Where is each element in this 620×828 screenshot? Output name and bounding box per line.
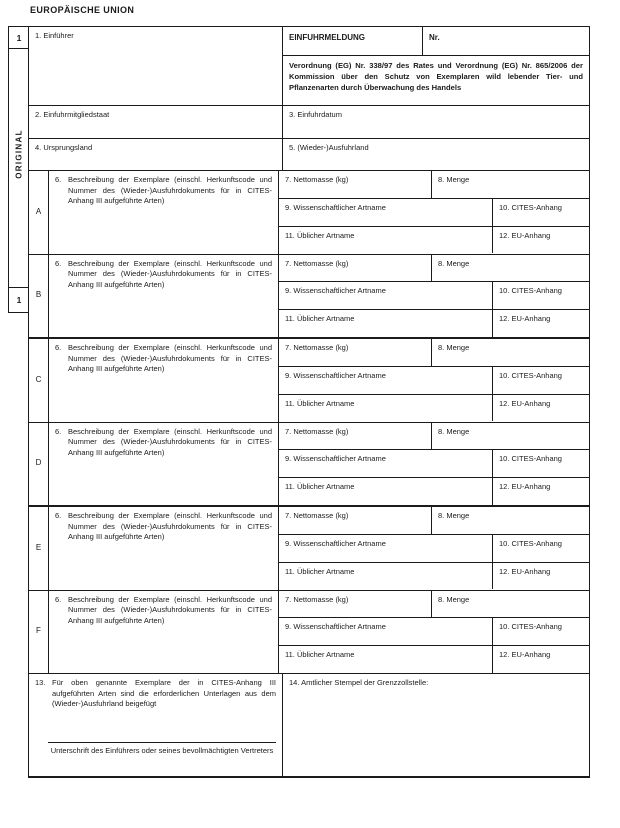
row-origin-export-country — [29, 139, 589, 171]
row-mass-quantity — [279, 339, 589, 367]
section-letter: F — [29, 591, 49, 674]
specimen-section — [29, 423, 589, 508]
row-scientific-name — [279, 367, 589, 395]
row-mass-quantity — [279, 591, 589, 619]
field-import-member-state: 2. Einfuhrmitgliedstaat — [29, 106, 283, 138]
field-net-mass: 7. Nettomasse (kg) — [279, 171, 432, 198]
field-net-mass: 7. Nettomasse (kg) — [279, 423, 432, 450]
section-detail-grid — [279, 591, 589, 674]
field6-number: 6. — [55, 426, 62, 436]
field-eu-annex: 12. EU-Anhang — [499, 398, 551, 408]
field-common-name: 11. Üblicher Artname — [279, 646, 493, 673]
field-quantity: 8. Menge — [438, 594, 470, 604]
row-mass-quantity — [279, 507, 589, 535]
field-scientific-name: 9. Wissenschaftlicher Artname — [279, 199, 493, 226]
row-mass-quantity — [279, 255, 589, 283]
field-scientific-name: 9. Wissenschaftlicher Artname — [279, 535, 493, 562]
section-letter: C — [29, 339, 49, 422]
field-customs-stamp: 14. Amtlicher Stempel der Grenzzollstelle: — [289, 678, 429, 687]
field-cites-appendix: 10. CITES-Anhang — [499, 370, 562, 380]
signature-caption: Unterschrift des Einführers oder seines bevollmächtigten Vertreters — [50, 746, 274, 755]
field6-number: 6. — [55, 258, 62, 268]
specimen-section — [29, 591, 589, 675]
field-eu-annex: 12. EU-Anhang — [499, 314, 551, 324]
section-detail-grid — [279, 339, 589, 422]
specimen-section — [29, 339, 589, 423]
row-scientific-name — [279, 282, 589, 310]
copy-indicator-strip — [8, 26, 29, 313]
field-quantity: 8. Menge — [438, 426, 470, 436]
original-strip-cell — [9, 49, 29, 287]
field6-number: 6. — [55, 511, 62, 520]
field-cites-appendix: 10. CITES-Anhang — [499, 202, 562, 212]
field6-text: Beschreibung der Exemplare (einschl. Herkunftscode und Nummer des (Wieder-)Ausfuhrdokuments für in CITES-Anhang III aufgeführte Arten) — [68, 258, 272, 289]
field-cites-appendix: 10. CITES-Anhang — [499, 286, 562, 296]
row-common-name — [279, 227, 589, 254]
field6-text: Beschreibung der Exemplare (einschl. Herkunftscode und Nummer des (Wieder-)Ausfuhrdokuments für in CITES-Anhang III aufgeführte Arten) — [68, 511, 272, 542]
field-quantity: 8. Menge — [438, 175, 470, 184]
row-scientific-name — [279, 450, 589, 478]
field-specimen-description — [49, 171, 279, 254]
original-label: ORIGINAL — [14, 129, 24, 179]
specimen-section — [29, 255, 589, 340]
row-mass-quantity — [279, 423, 589, 451]
field-country-of-origin: 4. Ursprungsland — [29, 139, 283, 170]
field-importer: 1. Einführer — [29, 27, 283, 105]
field-specimen-description — [49, 423, 279, 506]
header-right — [283, 27, 589, 105]
field6-text: Beschreibung der Exemplare (einschl. Herkunftscode und Nummer des (Wieder-)Ausfuhrdokuments für in CITES-Anhang III aufgeführte Arten) — [68, 426, 272, 457]
row-importer-header — [29, 27, 589, 106]
copy-number-box-top: 1 — [9, 27, 29, 49]
field6-number: 6. — [55, 175, 62, 184]
row-common-name — [279, 563, 589, 590]
section-letter: A — [29, 171, 49, 254]
field6-text: Beschreibung der Exemplare (einschl. Herkunftscode und Nummer des (Wieder-)Ausfuhrdokuments für in CITES-Anhang III aufgeführte Arten) — [68, 175, 272, 206]
field-cites-appendix: 10. CITES-Anhang — [499, 622, 562, 632]
field-eu-annex: 12. EU-Anhang — [499, 482, 551, 492]
row-common-name — [279, 478, 589, 505]
field-common-name: 11. Üblicher Artname — [279, 227, 493, 254]
field-number: Nr. — [429, 33, 440, 42]
regulation-text: Verordnung (EG) Nr. 338/97 des Rates und Verordnung (EG) Nr. 865/2006 der Kommission über den Schutz von Exemplaren wild lebender Tier- und Pflanzenarten durch Überwachung des Handels — [289, 61, 583, 92]
field-common-name: 11. Üblicher Artname — [279, 478, 493, 505]
row-common-name — [279, 395, 589, 422]
field-net-mass: 7. Nettomasse (kg) — [279, 507, 432, 534]
field-specimen-description — [49, 255, 279, 338]
section-detail-grid — [279, 255, 589, 338]
field-common-name: 11. Üblicher Artname — [279, 395, 493, 422]
signature-line — [48, 742, 276, 743]
field-import-date: 3. Einfuhrdatum — [289, 110, 342, 119]
field-scientific-name: 9. Wissenschaftlicher Artname — [279, 450, 493, 477]
field-declaration — [29, 674, 283, 776]
field13-number: 13. — [35, 678, 46, 687]
specimen-section — [29, 507, 589, 591]
field-net-mass: 7. Nettomasse (kg) — [279, 255, 432, 282]
field13-text: Für oben genannte Exemplare der in CITES-Anhang III aufgeführten Arten sind die erforderlichen Unterlagen aus dem (Wieder-)Ausfuhrland beigefügt — [52, 678, 276, 709]
form-title-row — [283, 27, 589, 56]
row-mass-quantity — [279, 171, 589, 199]
import-notification-form — [28, 26, 590, 778]
row-scientific-name — [279, 199, 589, 227]
field-net-mass: 7. Nettomasse (kg) — [279, 339, 432, 366]
field-eu-annex: 12. EU-Anhang — [499, 650, 551, 660]
field-common-name: 11. Üblicher Artname — [279, 563, 493, 590]
field-cites-appendix: 10. CITES-Anhang — [499, 538, 562, 548]
field-eu-annex: 12. EU-Anhang — [499, 230, 551, 240]
row-scientific-name — [279, 535, 589, 563]
field-scientific-name: 9. Wissenschaftlicher Artname — [279, 367, 493, 394]
field-scientific-name: 9. Wissenschaftlicher Artname — [279, 282, 493, 309]
row-scientific-name — [279, 618, 589, 646]
form-title: EINFUHRMELDUNG — [283, 27, 423, 55]
field-common-name: 11. Üblicher Artname — [279, 310, 493, 337]
section-detail-grid — [279, 423, 589, 506]
field6-number: 6. — [55, 594, 62, 604]
field-cites-appendix: 10. CITES-Anhang — [499, 454, 562, 464]
field-specimen-description — [49, 591, 279, 674]
page-title: EUROPÄISCHE UNION — [30, 5, 135, 15]
field6-text: Beschreibung der Exemplare (einschl. Herkunftscode und Nummer des (Wieder-)Ausfuhrdokuments für in CITES-Anhang III aufgeführte Arten) — [68, 594, 272, 625]
field6-text: Beschreibung der Exemplare (einschl. Herkunftscode und Nummer des (Wieder-)Ausfuhrdokuments für in CITES-Anhang III aufgeführte Arten) — [68, 343, 272, 374]
field-specimen-description — [49, 507, 279, 590]
section-detail-grid — [279, 171, 589, 254]
row-common-name — [279, 310, 589, 337]
field6-number: 6. — [55, 343, 62, 352]
row-member-state-date — [29, 106, 589, 139]
field-specimen-description — [49, 339, 279, 422]
field-net-mass: 7. Nettomasse (kg) — [279, 591, 432, 618]
section-letter: D — [29, 423, 49, 506]
field-eu-annex: 12. EU-Anhang — [499, 566, 551, 576]
field-quantity: 8. Menge — [438, 343, 470, 352]
section-letter: E — [29, 507, 49, 590]
specimen-section — [29, 171, 589, 255]
specimen-sections — [29, 171, 589, 674]
row-common-name — [279, 646, 589, 673]
section-detail-grid — [279, 507, 589, 590]
copy-number-box-bottom: 1 — [9, 287, 29, 312]
field-quantity: 8. Menge — [438, 511, 470, 520]
field-quantity: 8. Menge — [438, 258, 470, 268]
field-scientific-name: 9. Wissenschaftlicher Artname — [279, 618, 493, 645]
section-letter: B — [29, 255, 49, 338]
field-reexport-country: 5. (Wieder-)Ausfuhrland — [289, 143, 369, 152]
row-declaration-stamp — [29, 674, 589, 776]
